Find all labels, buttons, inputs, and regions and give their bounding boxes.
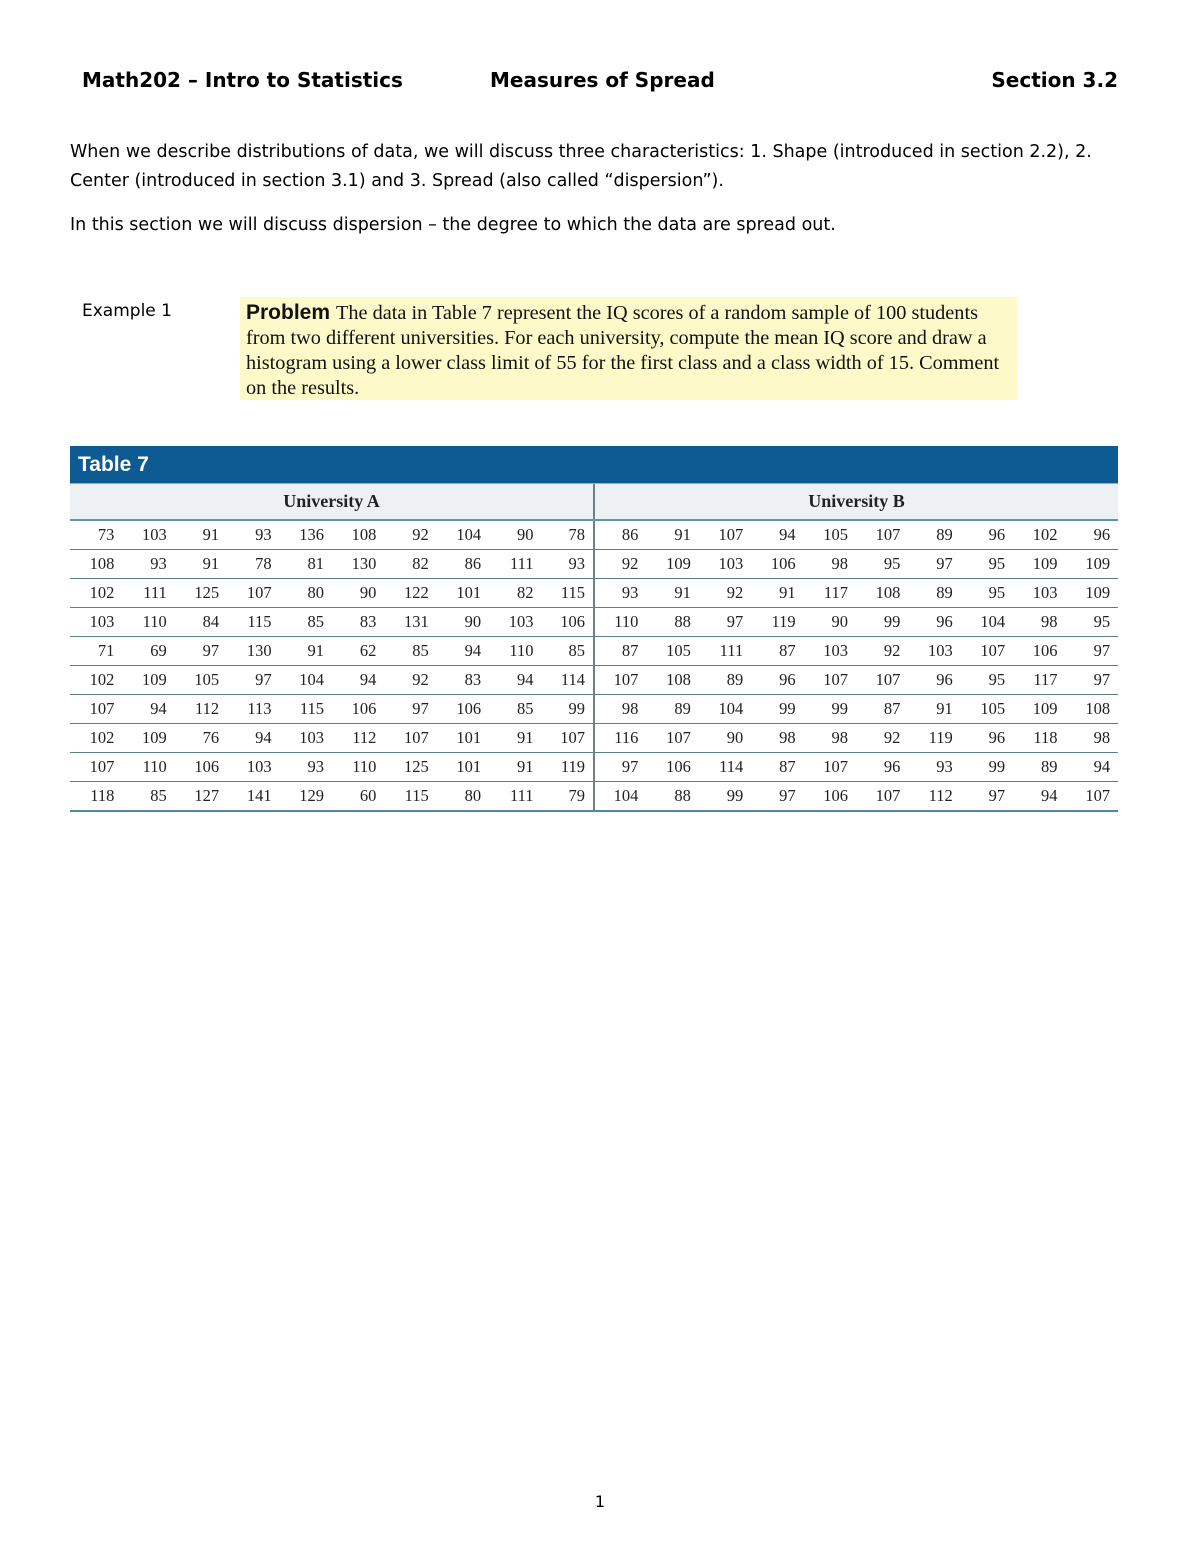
section-label: Section 3.2	[991, 68, 1118, 92]
table-cell: 136	[280, 520, 332, 550]
table-cell: 110	[122, 753, 174, 782]
table-cell: 109	[646, 550, 698, 579]
table-cell: 102	[70, 724, 122, 753]
table-cell: 92	[384, 520, 436, 550]
table-cell: 102	[1013, 520, 1065, 550]
table-cell: 82	[489, 579, 541, 608]
table-cell: 109	[1066, 579, 1119, 608]
table-cell: 85	[280, 608, 332, 637]
table-row	[70, 724, 1118, 753]
table-cell: 107	[646, 724, 698, 753]
table-cell: 91	[280, 637, 332, 666]
table-cell: 111	[489, 550, 541, 579]
table-cell: 102	[70, 666, 122, 695]
table-cell: 103	[699, 550, 751, 579]
table-cell: 93	[908, 753, 960, 782]
table-cell: 108	[332, 520, 384, 550]
table-cell: 103	[908, 637, 960, 666]
iq-scores-table	[70, 484, 1118, 812]
table-cell: 78	[542, 520, 595, 550]
table-cell: 88	[646, 608, 698, 637]
table-cell: 87	[856, 695, 908, 724]
table-cell: 130	[227, 637, 279, 666]
table-cell: 99	[542, 695, 595, 724]
table-cell: 96	[961, 520, 1013, 550]
table-cell: 90	[437, 608, 489, 637]
table-cell: 98	[804, 724, 856, 753]
table-cell: 130	[332, 550, 384, 579]
table-cell: 89	[1013, 753, 1065, 782]
table-cell: 92	[594, 550, 646, 579]
table-cell: 119	[542, 753, 595, 782]
table-cell: 98	[1013, 608, 1065, 637]
table-cell: 112	[908, 782, 960, 812]
table-cell: 129	[280, 782, 332, 812]
table-cell: 96	[908, 608, 960, 637]
example-label: Example 1	[82, 301, 172, 321]
table-cell: 88	[646, 782, 698, 812]
table-cell: 107	[856, 666, 908, 695]
table-cell: 107	[856, 520, 908, 550]
table-cell: 91	[175, 550, 227, 579]
table-cell: 106	[804, 782, 856, 812]
problem-text: The data in Table 7 represent the IQ scores of a random sample of 100 students from two different universities. For each university, compute the mean IQ score and draw a histogram using a lower class limit of 55 for the first class and a class width of 15. Comment on the results.	[246, 302, 1000, 399]
table-cell: 98	[594, 695, 646, 724]
table-cell: 115	[384, 782, 436, 812]
table-cell: 98	[804, 550, 856, 579]
table-cell: 110	[122, 608, 174, 637]
table-cell: 103	[70, 608, 122, 637]
table-cell: 106	[646, 753, 698, 782]
table-cell: 107	[1066, 782, 1119, 812]
table-cell: 125	[175, 579, 227, 608]
table-cell: 93	[227, 520, 279, 550]
table-row	[70, 579, 1118, 608]
table-cell: 94	[1013, 782, 1065, 812]
table-cell: 104	[594, 782, 646, 812]
table-cell: 106	[751, 550, 803, 579]
table-cell: 101	[437, 724, 489, 753]
table-cell: 90	[699, 724, 751, 753]
table-cell: 111	[699, 637, 751, 666]
table-cell: 105	[175, 666, 227, 695]
intro-paragraph-2: In this section we will discuss dispersion – the degree to which the data are spread out.	[70, 215, 836, 235]
table-cell: 107	[70, 695, 122, 724]
table-cell: 99	[804, 695, 856, 724]
table-cell: 117	[1013, 666, 1065, 695]
table-cell: 103	[489, 608, 541, 637]
table-cell: 110	[489, 637, 541, 666]
table-cell: 96	[751, 666, 803, 695]
table-cell: 106	[542, 608, 595, 637]
table-cell: 94	[437, 637, 489, 666]
table-cell: 97	[384, 695, 436, 724]
group-header-university-b: University B	[594, 484, 1118, 520]
table-cell: 109	[122, 724, 174, 753]
table-cell: 93	[542, 550, 595, 579]
table-cell: 93	[122, 550, 174, 579]
table-cell: 84	[175, 608, 227, 637]
table-cell: 119	[751, 608, 803, 637]
table-row	[70, 782, 1118, 812]
table-cell: 85	[122, 782, 174, 812]
table-cell: 112	[175, 695, 227, 724]
table-cell: 93	[280, 753, 332, 782]
table-cell: 81	[280, 550, 332, 579]
table-cell: 101	[437, 753, 489, 782]
table-cell: 98	[1066, 724, 1119, 753]
table-cell: 91	[489, 753, 541, 782]
table-cell: 103	[1013, 579, 1065, 608]
table-cell: 107	[804, 666, 856, 695]
table-row	[70, 550, 1118, 579]
table-cell: 107	[699, 520, 751, 550]
table-cell: 97	[908, 550, 960, 579]
table-row	[70, 608, 1118, 637]
table-cell: 71	[70, 637, 122, 666]
table-cell: 80	[280, 579, 332, 608]
table-cell: 91	[646, 520, 698, 550]
table-cell: 94	[122, 695, 174, 724]
table-cell: 115	[227, 608, 279, 637]
problem-box	[240, 297, 1017, 400]
table-cell: 113	[227, 695, 279, 724]
page-number: 1	[594, 1492, 606, 1511]
table-cell: 73	[70, 520, 122, 550]
table-cell: 97	[961, 782, 1013, 812]
table-cell: 89	[646, 695, 698, 724]
table-cell: 106	[1013, 637, 1065, 666]
table-cell: 109	[1013, 695, 1065, 724]
table-cell: 91	[489, 724, 541, 753]
table-cell: 79	[542, 782, 595, 812]
table-row	[70, 753, 1118, 782]
table-cell: 105	[961, 695, 1013, 724]
table-cell: 104	[437, 520, 489, 550]
table-cell: 90	[489, 520, 541, 550]
table-cell: 96	[1066, 520, 1119, 550]
table-cell: 85	[384, 637, 436, 666]
table-cell: 83	[332, 608, 384, 637]
table-cell: 99	[751, 695, 803, 724]
table-row	[70, 520, 1118, 550]
table-cell: 85	[542, 637, 595, 666]
table-cell: 90	[804, 608, 856, 637]
table-cell: 86	[437, 550, 489, 579]
table-cell: 93	[594, 579, 646, 608]
table-cell: 97	[751, 782, 803, 812]
table-cell: 114	[699, 753, 751, 782]
table-cell: 131	[384, 608, 436, 637]
table-cell: 107	[227, 579, 279, 608]
table-row	[70, 695, 1118, 724]
table-cell: 97	[699, 608, 751, 637]
table-cell: 87	[594, 637, 646, 666]
table-cell: 91	[908, 695, 960, 724]
table-cell: 117	[804, 579, 856, 608]
table-cell: 94	[489, 666, 541, 695]
table-cell: 97	[175, 637, 227, 666]
table-cell: 97	[1066, 637, 1119, 666]
table-cell: 99	[961, 753, 1013, 782]
table-cell: 89	[908, 579, 960, 608]
table-cell: 104	[280, 666, 332, 695]
page-header	[82, 68, 1118, 98]
table-cell: 114	[542, 666, 595, 695]
table-cell: 95	[961, 666, 1013, 695]
table-cell: 95	[961, 550, 1013, 579]
table-cell: 106	[437, 695, 489, 724]
table-cell: 107	[804, 753, 856, 782]
table-cell: 69	[122, 637, 174, 666]
table-cell: 107	[856, 782, 908, 812]
table-cell: 91	[646, 579, 698, 608]
table-cell: 106	[332, 695, 384, 724]
table-cell: 103	[227, 753, 279, 782]
iq-table	[70, 446, 1118, 812]
table-cell: 60	[332, 782, 384, 812]
table-cell: 97	[1066, 666, 1119, 695]
table-cell: 76	[175, 724, 227, 753]
table-body	[70, 520, 1118, 811]
table-cell: 108	[856, 579, 908, 608]
table-cell: 108	[70, 550, 122, 579]
table-cell: 87	[751, 753, 803, 782]
table-cell: 96	[856, 753, 908, 782]
table-cell: 125	[384, 753, 436, 782]
table-cell: 112	[332, 724, 384, 753]
table-cell: 95	[961, 579, 1013, 608]
table-cell: 118	[70, 782, 122, 812]
table-row	[70, 637, 1118, 666]
table-cell: 94	[751, 520, 803, 550]
table-cell: 78	[227, 550, 279, 579]
table-cell: 115	[542, 579, 595, 608]
table-cell: 110	[594, 608, 646, 637]
table-cell: 103	[280, 724, 332, 753]
table-cell: 99	[699, 782, 751, 812]
table-cell: 90	[332, 579, 384, 608]
problem-heading: Problem	[246, 301, 331, 324]
table-cell: 111	[489, 782, 541, 812]
table-cell: 122	[384, 579, 436, 608]
table-cell: 92	[856, 637, 908, 666]
table-cell: 98	[751, 724, 803, 753]
table-cell: 107	[594, 666, 646, 695]
table-cell: 94	[332, 666, 384, 695]
table-cell: 107	[384, 724, 436, 753]
table-cell: 105	[646, 637, 698, 666]
table-cell: 115	[280, 695, 332, 724]
table-cell: 95	[1066, 608, 1119, 637]
table-cell: 94	[1066, 753, 1119, 782]
table-cell: 109	[1013, 550, 1065, 579]
table-cell: 108	[646, 666, 698, 695]
table-cell: 104	[699, 695, 751, 724]
table-cell: 97	[594, 753, 646, 782]
table-cell: 92	[856, 724, 908, 753]
table-cell: 95	[856, 550, 908, 579]
table-cell: 97	[227, 666, 279, 695]
table-cell: 109	[122, 666, 174, 695]
table-cell: 92	[384, 666, 436, 695]
course-title: Math202 – Intro to Statistics	[82, 68, 403, 92]
table-cell: 87	[751, 637, 803, 666]
table-cell: 89	[908, 520, 960, 550]
table-cell: 106	[175, 753, 227, 782]
table-cell: 103	[804, 637, 856, 666]
table-cell: 94	[227, 724, 279, 753]
table-cell: 62	[332, 637, 384, 666]
table-cell: 116	[594, 724, 646, 753]
table-cell: 85	[489, 695, 541, 724]
table-cell: 118	[1013, 724, 1065, 753]
table-cell: 96	[961, 724, 1013, 753]
table-cell: 83	[437, 666, 489, 695]
table-cell: 82	[384, 550, 436, 579]
table-cell: 101	[437, 579, 489, 608]
table-cell: 92	[699, 579, 751, 608]
table-cell: 89	[699, 666, 751, 695]
table-cell: 107	[70, 753, 122, 782]
table-cell: 99	[856, 608, 908, 637]
intro-paragraph-1: When we describe distributions of data, we will discuss three characteristics: 1. Shape (introduced in section 2.2), 2. Center (introduced in section 3.1) and 3. Spread (also called “dispersion”).	[70, 142, 1092, 191]
table-cell: 127	[175, 782, 227, 812]
table-cell: 102	[70, 579, 122, 608]
group-header-university-a: University A	[70, 484, 594, 520]
table-cell: 111	[122, 579, 174, 608]
table-cell: 107	[542, 724, 595, 753]
table-cell: 80	[437, 782, 489, 812]
table-title: Table 7	[70, 446, 1118, 484]
topic-title: Measures of Spread	[490, 68, 715, 92]
table-cell: 107	[961, 637, 1013, 666]
table-cell: 110	[332, 753, 384, 782]
table-cell: 91	[751, 579, 803, 608]
table-cell: 103	[122, 520, 174, 550]
table-group-header	[70, 484, 1118, 520]
table-cell: 109	[1066, 550, 1119, 579]
table-cell: 91	[175, 520, 227, 550]
table-cell: 141	[227, 782, 279, 812]
table-cell: 96	[908, 666, 960, 695]
table-cell: 86	[594, 520, 646, 550]
table-cell: 119	[908, 724, 960, 753]
table-cell: 108	[1066, 695, 1119, 724]
table-cell: 104	[961, 608, 1013, 637]
table-row	[70, 666, 1118, 695]
table-cell: 105	[804, 520, 856, 550]
